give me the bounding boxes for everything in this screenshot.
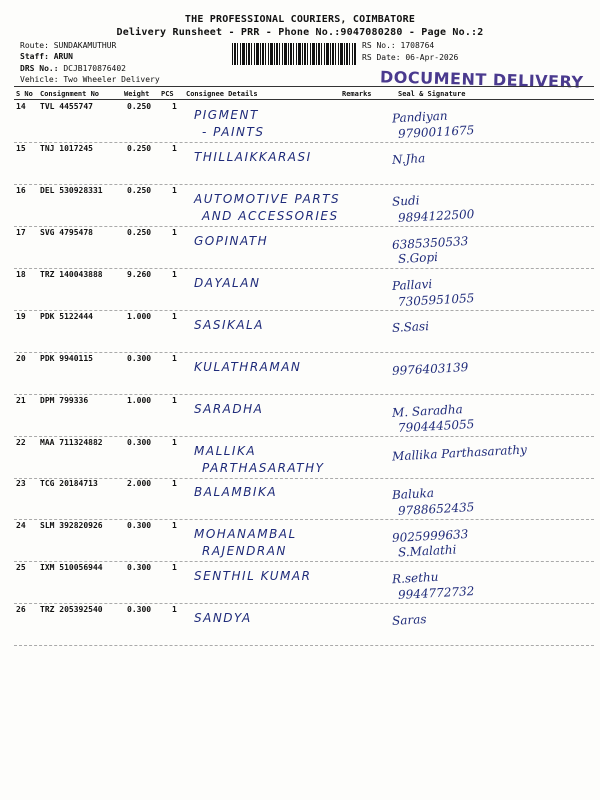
row-signature: Saras — [391, 612, 427, 628]
row-divider — [14, 352, 594, 353]
runsheet-subtitle: Delivery Runsheet - PRR - Phone No.:9047080280 - Page No.:2 — [116, 27, 484, 38]
row-pcs: 1 — [172, 144, 177, 153]
row-sno: 21 — [16, 396, 26, 405]
row-weight: 0.250 — [127, 102, 152, 111]
row-divider — [14, 226, 594, 227]
row-pcs: 1 — [172, 312, 177, 321]
row-consignee-name: RAJENDRAN — [202, 544, 287, 558]
row-consignee-name: SENTHIL KUMAR — [194, 569, 312, 583]
row-sno: 18 — [16, 270, 26, 279]
row-consignment-no: MAA 711324882 — [40, 438, 103, 447]
row-weight: 1.000 — [127, 396, 152, 405]
rs-number: RS No.: 1708764 — [362, 41, 435, 50]
row-signature: 7904445055 — [397, 417, 475, 435]
row-consignment-no: SVG 4795478 — [40, 228, 93, 237]
row-consignee-name: PIGMENT — [194, 108, 259, 122]
row-consignment-no: PDK 9940115 — [40, 354, 93, 363]
row-signature: S.Gopi — [397, 249, 439, 267]
row-signature: 7305951055 — [397, 291, 475, 309]
row-consignment-no: DPM 799336 — [40, 396, 89, 405]
row-divider — [14, 268, 594, 269]
row-pcs: 1 — [172, 270, 177, 279]
row-pcs: 1 — [172, 102, 177, 111]
barcode — [232, 43, 356, 65]
row-consignment-no: SLM 392820926 — [40, 521, 103, 530]
row-weight: 2.000 — [127, 479, 152, 488]
row-pcs: 1 — [172, 228, 177, 237]
drs-label: DRS No.: — [20, 64, 59, 73]
row-consignee-name: KULATHRAMAN — [194, 360, 302, 374]
row-signature: S.Malathi — [397, 542, 457, 560]
row-sno: 23 — [16, 479, 26, 488]
col-seal: Seal & Signature — [398, 90, 466, 98]
row-signature: Pandiyan — [391, 108, 448, 126]
row-sno: 19 — [16, 312, 26, 321]
row-divider — [14, 184, 594, 185]
row-sno: 26 — [16, 605, 26, 614]
row-consignee-name: - PAINTS — [202, 125, 265, 139]
row-sno: 22 — [16, 438, 26, 447]
vehicle-label: Vehicle: Two Wheeler Delivery — [20, 75, 160, 84]
row-weight: 0.300 — [127, 521, 152, 530]
row-signature: 9788652435 — [397, 500, 475, 518]
staff-label: Staff: ARUN — [20, 52, 73, 61]
row-consignment-no: TNJ 1017245 — [40, 144, 93, 153]
row-divider — [14, 603, 594, 604]
row-consignee-name: AUTOMOTIVE PARTS — [194, 192, 341, 206]
row-signature: 6385350533 — [391, 234, 469, 252]
row-consignee-name: MALLIKA — [194, 444, 257, 458]
row-signature: N.Jha — [391, 151, 426, 167]
row-consignee-name: GOPINATH — [194, 234, 269, 248]
header-bottom-rule — [14, 99, 594, 100]
row-consignee-name: MOHANAMBAL — [194, 527, 297, 541]
rs-date: RS Date: 06-Apr-2026 — [362, 53, 459, 62]
row-divider — [14, 394, 594, 395]
row-pcs: 1 — [172, 186, 177, 195]
row-consignment-no: TVL 4455747 — [40, 102, 93, 111]
row-divider — [14, 519, 594, 520]
row-consignment-no: PDK 5122444 — [40, 312, 93, 321]
row-signature: Sudi — [391, 193, 420, 209]
row-weight: 0.250 — [127, 186, 152, 195]
document-delivery-stamp: DOCUMENT DELIVERY — [379, 67, 584, 92]
row-pcs: 1 — [172, 563, 177, 572]
row-sno: 24 — [16, 521, 26, 530]
row-pcs: 1 — [172, 396, 177, 405]
row-pcs: 1 — [172, 479, 177, 488]
row-consignee-name: SANDYA — [194, 611, 252, 625]
row-consignee-name: AND ACCESSORIES — [202, 209, 339, 223]
row-weight: 0.300 — [127, 354, 152, 363]
col-pcs: PCS — [161, 90, 174, 98]
row-consignment-no: TRZ 140043888 — [40, 270, 103, 279]
row-pcs: 1 — [172, 438, 177, 447]
row-signature: 9976403139 — [391, 360, 469, 378]
row-signature: R.sethu — [391, 569, 439, 587]
row-pcs: 1 — [172, 605, 177, 614]
row-signature: 9894122500 — [397, 207, 475, 225]
row-signature: Mallika Parthasarathy — [391, 442, 528, 464]
row-pcs: 1 — [172, 521, 177, 530]
col-sno: S No — [16, 90, 33, 98]
row-weight: 0.300 — [127, 605, 152, 614]
row-divider — [14, 142, 594, 143]
row-consignee-name: SARADHA — [194, 402, 264, 416]
row-signature: Baluka — [391, 485, 435, 503]
row-sno: 25 — [16, 563, 26, 572]
row-signature: 9944772732 — [397, 584, 475, 602]
col-remarks: Remarks — [342, 90, 372, 98]
row-weight: 0.250 — [127, 144, 152, 153]
row-sno: 14 — [16, 102, 26, 111]
row-signature: S.Sasi — [391, 319, 430, 335]
row-consignee-name: THILLAIKKARASI — [194, 150, 312, 164]
row-weight: 0.300 — [127, 563, 152, 572]
row-pcs: 1 — [172, 354, 177, 363]
row-divider — [14, 478, 594, 479]
row-sno: 20 — [16, 354, 26, 363]
row-signature: 9025999633 — [391, 527, 469, 545]
row-consignment-no: TRZ 205392540 — [40, 605, 103, 614]
row-sno: 16 — [16, 186, 26, 195]
row-weight: 0.300 — [127, 438, 152, 447]
header-top-rule — [14, 86, 594, 87]
row-signature: M. Saradha — [391, 402, 464, 420]
row-weight: 0.250 — [127, 228, 152, 237]
row-divider — [14, 561, 594, 562]
row-consignee-name: PARTHASARATHY — [202, 461, 325, 475]
col-consignment: Consignment No — [40, 90, 100, 98]
company-title: THE PROFESSIONAL COURIERS, COIMBATORE — [184, 14, 416, 25]
row-divider — [14, 310, 594, 311]
drs-number — [20, 64, 126, 73]
col-consignee: Consignee Details — [186, 90, 258, 98]
row-divider — [14, 436, 594, 437]
row-consignee-name: BALAMBIKA — [194, 485, 278, 499]
drs-value: DCJB170876402 — [63, 64, 126, 73]
row-consignee-name: DAYALAN — [194, 276, 261, 290]
row-weight: 1.000 — [127, 312, 152, 321]
row-consignment-no: DEL 530928331 — [40, 186, 103, 195]
row-sno: 17 — [16, 228, 26, 237]
col-weight: Weight — [124, 90, 150, 98]
row-signature: 9790011675 — [397, 123, 475, 141]
row-signature: Pallavi — [391, 276, 433, 294]
route-label: Route: SUNDAKAMUTHUR — [20, 41, 117, 50]
row-consignee-name: SASIKALA — [194, 318, 264, 332]
row-divider — [14, 645, 594, 646]
row-consignment-no: TCG 20184713 — [40, 479, 98, 488]
row-weight: 9.260 — [127, 270, 152, 279]
row-sno: 15 — [16, 144, 26, 153]
row-consignment-no: IXM 510056944 — [40, 563, 103, 572]
